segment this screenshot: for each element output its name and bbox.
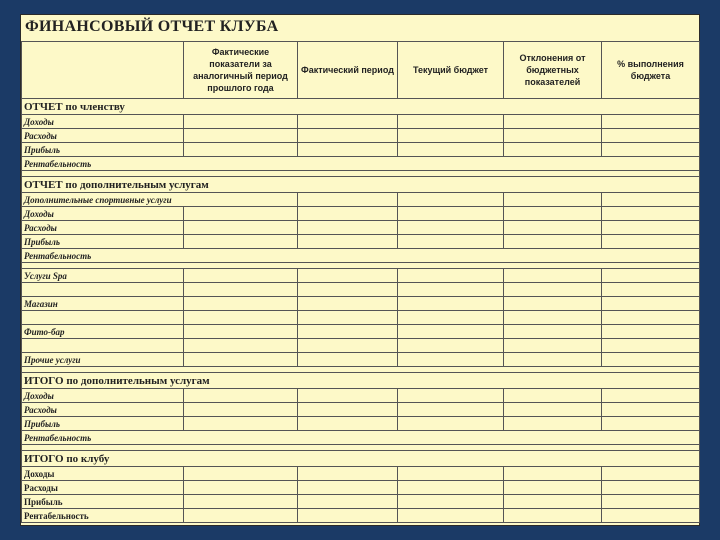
row-label: Рентабельность	[22, 509, 184, 523]
report-title: ФИНАНСОВЫЙ ОТЧЕТ КЛУБА	[25, 18, 279, 35]
header-budget-deviation: Отклонения от бюджетных показателей	[504, 42, 602, 99]
table-cell	[602, 417, 700, 431]
table-cell	[504, 297, 602, 311]
table-row	[22, 509, 700, 523]
table-cell	[184, 325, 298, 339]
table-cell	[398, 509, 504, 523]
report-table	[21, 41, 700, 523]
table-cell	[602, 339, 700, 353]
row-label: Доходы	[22, 467, 184, 481]
header-row	[22, 42, 700, 99]
table-cell	[602, 207, 700, 221]
table-cell	[184, 339, 298, 353]
table-cell	[504, 467, 602, 481]
table-cell	[602, 403, 700, 417]
table-cell	[22, 339, 184, 353]
table-cell	[504, 311, 602, 325]
table-cell	[504, 403, 602, 417]
table-cell	[602, 269, 700, 283]
table-cell	[398, 221, 504, 235]
table-cell	[398, 389, 504, 403]
table-cell	[298, 389, 398, 403]
table-cell	[298, 269, 398, 283]
table-cell	[184, 207, 298, 221]
row-label: Услуги Spa	[22, 269, 184, 283]
table-cell	[184, 129, 298, 143]
table-cell	[298, 193, 398, 207]
table-cell	[602, 353, 700, 367]
table-cell	[602, 467, 700, 481]
header-current-budget: Текущий бюджет	[398, 42, 504, 99]
table-row	[22, 339, 700, 353]
table-cell	[298, 297, 398, 311]
row-label: Прибыль	[22, 235, 184, 249]
table-row	[22, 115, 700, 129]
table-cell	[504, 283, 602, 297]
table-cell	[298, 283, 398, 297]
table-cell	[504, 221, 602, 235]
table-cell	[398, 417, 504, 431]
row-label: Дополнительные спортивные услуги	[22, 193, 298, 207]
table-cell	[398, 311, 504, 325]
table-cell	[504, 325, 602, 339]
table-row	[22, 193, 700, 207]
table-cell	[22, 311, 184, 325]
table-cell	[602, 129, 700, 143]
row-label: Доходы	[22, 207, 184, 221]
section-title: ИТОГО по клубу	[22, 451, 700, 467]
row-label: Расходы	[22, 403, 184, 417]
table-cell	[298, 325, 398, 339]
table-cell	[184, 235, 298, 249]
table-cell	[184, 509, 298, 523]
row-label: Прибыль	[22, 495, 184, 509]
row-label: Расходы	[22, 481, 184, 495]
table-cell	[298, 467, 398, 481]
table-cell	[398, 143, 504, 157]
row-label: Рентабельность	[22, 249, 700, 263]
table-cell	[184, 495, 298, 509]
table-row	[22, 481, 700, 495]
section-row	[22, 451, 700, 467]
table-cell	[298, 311, 398, 325]
table-cell	[298, 115, 398, 129]
table-row	[22, 207, 700, 221]
table-cell	[398, 283, 504, 297]
section-title: ОТЧЕТ по членству	[22, 99, 700, 115]
table-cell	[298, 495, 398, 509]
header-last-year: Фактические показатели за аналогичный период прошлого года	[184, 42, 298, 99]
table-cell	[602, 221, 700, 235]
table-cell	[298, 207, 398, 221]
row-label: Рентабельность	[22, 157, 700, 171]
table-row	[22, 297, 700, 311]
header-actual-period: Фактический период	[298, 42, 398, 99]
table-row	[22, 235, 700, 249]
table-cell	[398, 129, 504, 143]
table-row	[22, 157, 700, 171]
table-cell	[398, 339, 504, 353]
table-row	[22, 221, 700, 235]
table-cell	[602, 481, 700, 495]
table-row	[22, 143, 700, 157]
table-cell	[602, 495, 700, 509]
table-cell	[398, 235, 504, 249]
table-row	[22, 431, 700, 445]
table-cell	[298, 235, 398, 249]
table-row	[22, 325, 700, 339]
table-cell	[602, 283, 700, 297]
table-cell	[504, 235, 602, 249]
table-cell	[184, 467, 298, 481]
table-cell	[602, 509, 700, 523]
table-cell	[398, 193, 504, 207]
section-title: ИТОГО по дополнительным услугам	[22, 373, 700, 389]
header-budget-percent: % выполнения бюджета	[602, 42, 700, 99]
table-cell	[398, 269, 504, 283]
row-label: Доходы	[22, 389, 184, 403]
table-cell	[298, 403, 398, 417]
row-label: Магазин	[22, 297, 184, 311]
table-cell	[298, 509, 398, 523]
table-cell	[184, 221, 298, 235]
section-row	[22, 99, 700, 115]
table-cell	[298, 129, 398, 143]
row-label: Расходы	[22, 221, 184, 235]
table-cell	[398, 467, 504, 481]
table-cell	[602, 311, 700, 325]
table-cell	[298, 417, 398, 431]
table-cell	[602, 235, 700, 249]
table-cell	[184, 417, 298, 431]
table-cell	[504, 509, 602, 523]
table-cell	[298, 353, 398, 367]
section-row	[22, 177, 700, 193]
row-label: Расходы	[22, 129, 184, 143]
row-label: Прибыль	[22, 143, 184, 157]
table-cell	[504, 115, 602, 129]
table-cell	[504, 389, 602, 403]
table-cell	[184, 353, 298, 367]
table-row	[22, 417, 700, 431]
table-cell	[504, 417, 602, 431]
table-cell	[184, 389, 298, 403]
row-label: Фито-бар	[22, 325, 184, 339]
table-cell	[602, 297, 700, 311]
table-cell	[504, 481, 602, 495]
table-cell	[602, 143, 700, 157]
table-cell	[398, 297, 504, 311]
table-cell	[184, 115, 298, 129]
table-cell	[504, 207, 602, 221]
table-cell	[184, 143, 298, 157]
header-cell-empty	[22, 42, 184, 99]
table-cell	[184, 481, 298, 495]
table-row	[22, 467, 700, 481]
table-row	[22, 403, 700, 417]
table-cell	[398, 115, 504, 129]
table-cell	[602, 389, 700, 403]
table-row	[22, 283, 700, 297]
table-row	[22, 311, 700, 325]
table-cell	[504, 269, 602, 283]
table-cell	[602, 115, 700, 129]
table-cell	[504, 495, 602, 509]
section-title: ОТЧЕТ по дополнительным услугам	[22, 177, 700, 193]
table-row	[22, 353, 700, 367]
table-cell	[398, 353, 504, 367]
table-cell	[504, 129, 602, 143]
table-cell	[298, 339, 398, 353]
table-cell	[398, 325, 504, 339]
table-row	[22, 129, 700, 143]
table-cell	[602, 325, 700, 339]
table-cell	[184, 283, 298, 297]
row-label: Прочие услуги	[22, 353, 184, 367]
table-cell	[398, 495, 504, 509]
table-row	[22, 249, 700, 263]
row-label: Рентабельность	[22, 431, 700, 445]
row-label: Доходы	[22, 115, 184, 129]
table-cell	[298, 143, 398, 157]
table-cell	[398, 481, 504, 495]
table-cell	[184, 403, 298, 417]
table-row	[22, 495, 700, 509]
table-cell	[602, 193, 700, 207]
table-row	[22, 389, 700, 403]
table-cell	[504, 339, 602, 353]
table-cell	[398, 207, 504, 221]
table-cell	[504, 353, 602, 367]
table-cell	[184, 269, 298, 283]
table-cell	[398, 403, 504, 417]
table-cell	[184, 297, 298, 311]
table-cell	[298, 481, 398, 495]
table-cell	[298, 221, 398, 235]
table-row	[22, 269, 700, 283]
report-sheet	[20, 14, 700, 526]
table-cell	[22, 283, 184, 297]
section-row	[22, 373, 700, 389]
table-cell	[504, 143, 602, 157]
table-cell	[504, 193, 602, 207]
table-cell	[184, 311, 298, 325]
row-label: Прибыль	[22, 417, 184, 431]
